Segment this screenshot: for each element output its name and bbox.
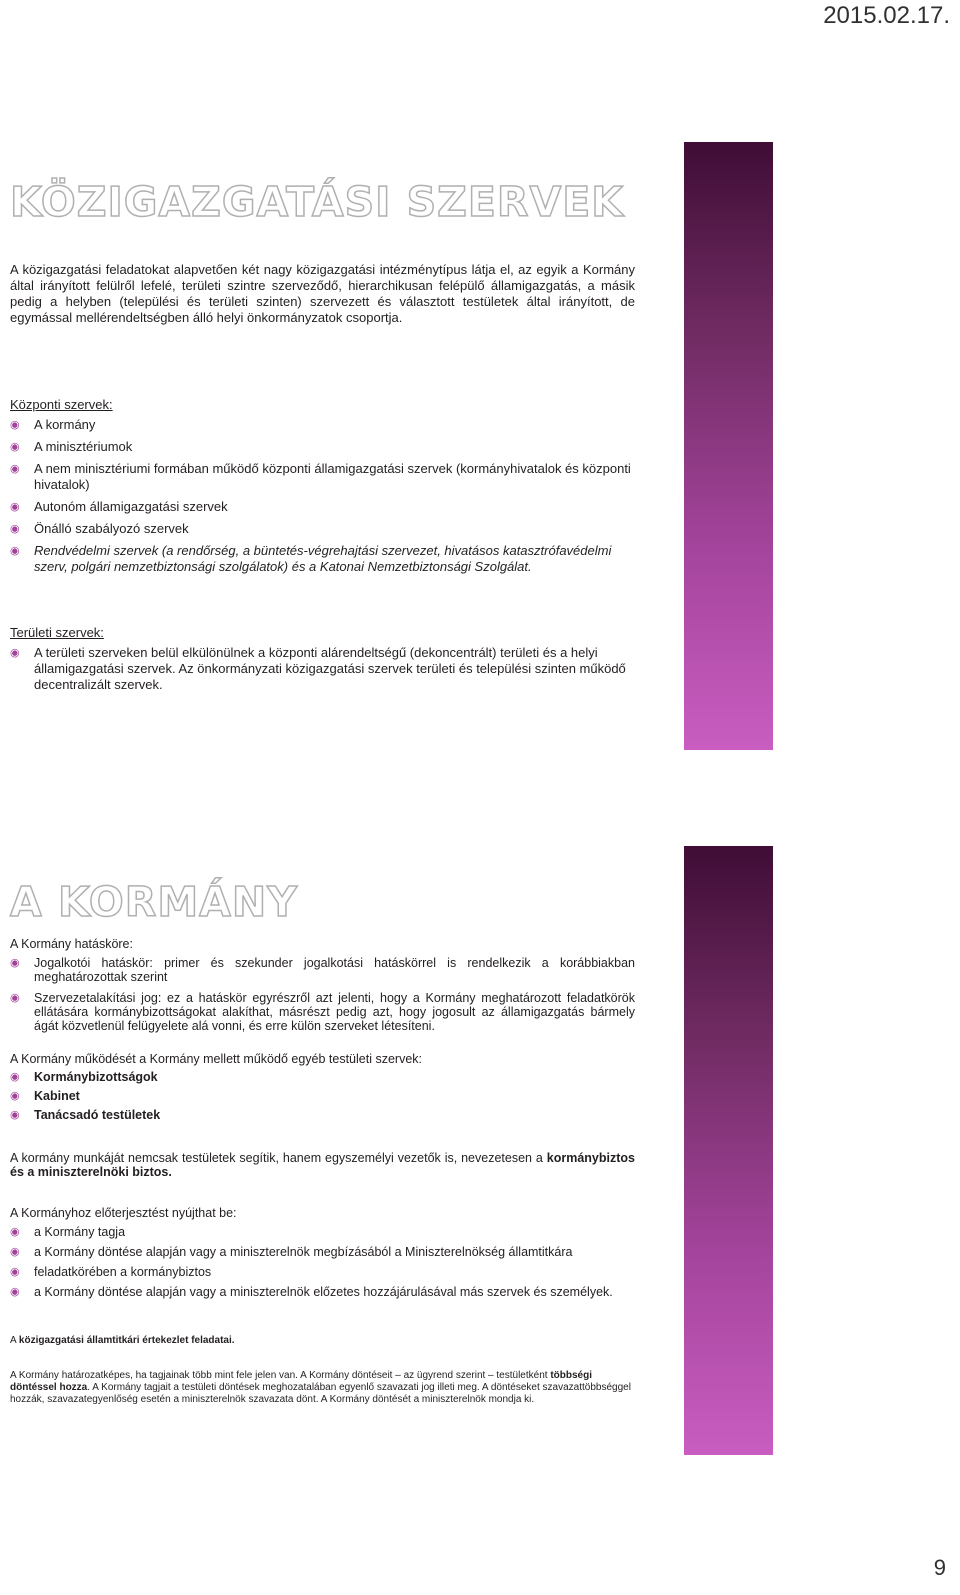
list-item: ◉ A nem minisztériumi formában működő központi államigazgatási szervek (kormányhivatalok és központi hivatalok): [10, 461, 635, 493]
list-item: ◉ Kormánybizottságok: [10, 1070, 635, 1084]
proposal-list: [10, 1225, 635, 1299]
prep-meeting-paragraph: [10, 1335, 635, 1347]
competence-section: [10, 937, 635, 1040]
prep-text-bold: közigazgatási államtitkári értekezlet feladatai.: [18, 1335, 235, 1346]
list-item: ◉ Tanácsadó testületek: [10, 1108, 635, 1122]
central-bodies-section: [10, 397, 635, 581]
support-text-bold: kormánybiztos és a miniszterelnöki biztos.: [10, 1151, 635, 1179]
support-text: A kormány munkáját nemcsak testületek segítik, hanem egyszemélyi vezetők is, nevezetesen a: [10, 1151, 547, 1165]
competence-heading: A Kormány hatásköre:: [10, 937, 133, 951]
decorative-gradient-bar: [684, 142, 773, 750]
list-item: ◉ Szervezetalakítási jog: ez a hatáskör egyrészről azt jelenti, hogy a Kormány meghatározott feladatkörök ellátására kormánybizottságokat alakíthat, másrészt pedig azt, hogy jogosult az államigazgatás bármely ágát közvetlenül felügyelete alá vonni, és erre külön szerveket létesíteni.: [10, 991, 635, 1033]
list-item: ◉ a Kormány döntése alapján vagy a miniszterelnök megbízásából a Miniszterelnökség államtitkára: [10, 1245, 635, 1259]
list-item: ◉ Rendvédelmi szervek (a rendőrség, a büntetés-végrehajtási szervezet, hivatásos katasztrófavédelmi szerv, polgári nemzetbiztonsági szolgálatok) és a Katonai Nemzetbiztonsági Szolgálat.: [10, 543, 635, 575]
list-item: ◉ A területi szerveken belül elkülönülnek a központi alárendeltségű (dekoncentrált) területi és a helyi államigazgatási szervek. Az önkormányzati közigazgatási szervek területi és települési szinten működő decentralizált szervek.: [10, 645, 635, 693]
quorum-paragraph: [10, 1370, 635, 1406]
quorum-text-end: . A Kormány tagjait a testületi döntések meghozatalában egyenlő szavazati jog illeti meg. A döntéseket szavazattöbbséggel hozzák, szavazategyenlőség esetén a miniszterelnök szavazata dönt. A Kormány döntését a miniszterelnök mondja ki.: [10, 1382, 631, 1405]
bodies-list: [10, 1070, 635, 1122]
list-item: ◉ Autonóm államigazgatási szervek: [10, 499, 635, 515]
central-bodies-heading: Központi szervek:: [10, 397, 113, 412]
prep-text: A: [10, 1335, 19, 1346]
territorial-bodies-list: [10, 645, 635, 693]
intro-paragraph: A közigazgatási feladatokat alapvetően két nagy közigazgatási intézménytípus látja el, az egyik a Kormány által irányított felülről lefelé, területi szintre szerveződő, hierarchikusan felépülő államigazgatás, a másik pedig a helyben (települési és területi szinten) szervezett és választott testületek által irányított, de egymással mellérendeltségben álló helyi önkormányzatok csoportja.: [10, 262, 635, 325]
proposal-section: [10, 1206, 635, 1305]
central-bodies-list: [10, 417, 635, 575]
bodies-section: [10, 1052, 635, 1127]
list-item: ◉ Kabinet: [10, 1089, 635, 1103]
quorum-text: A Kormány határozatképes, ha tagjainak több mint fele jelen van. A Kormány döntéseit – az ügyrend szerint – testületként: [10, 1370, 551, 1381]
slide-title: KÖZIGAZGATÁSI SZERVEK: [10, 178, 624, 226]
list-item: ◉ a Kormány tagja: [10, 1225, 635, 1239]
slide-date: 2015.02.17.: [823, 2, 950, 29]
page-number: 9: [933, 1555, 946, 1580]
slide-title: A KORMÁNY: [10, 878, 298, 926]
quorum-text-bold: többségi döntéssel hozza: [10, 1370, 592, 1393]
proposal-heading: A Kormányhoz előterjesztést nyújthat be:: [10, 1206, 237, 1220]
list-item: ◉ Jogalkotói hatáskör: primer és szekunder jogalkotási hatáskörrel is rendelkezik a korábbiakban meghatározottak szerint: [10, 956, 635, 984]
list-item: ◉ A minisztériumok: [10, 439, 635, 455]
decorative-gradient-bar: [684, 846, 773, 1455]
support-paragraph: [10, 1151, 635, 1179]
list-item: ◉ Önálló szabályozó szervek: [10, 521, 635, 537]
territorial-bodies-section: [10, 625, 635, 699]
list-item: ◉ a Kormány döntése alapján vagy a miniszterelnök előzetes hozzájárulásával más szervek és személyek.: [10, 1285, 635, 1299]
list-item: ◉ feladatkörében a kormánybiztos: [10, 1265, 635, 1279]
bodies-heading: A Kormány működését a Kormány mellett működő egyéb testületi szervek:: [10, 1052, 422, 1066]
list-item: ◉ A kormány: [10, 417, 635, 433]
territorial-bodies-heading: Területi szervek:: [10, 625, 104, 640]
competence-list: [10, 956, 635, 1033]
